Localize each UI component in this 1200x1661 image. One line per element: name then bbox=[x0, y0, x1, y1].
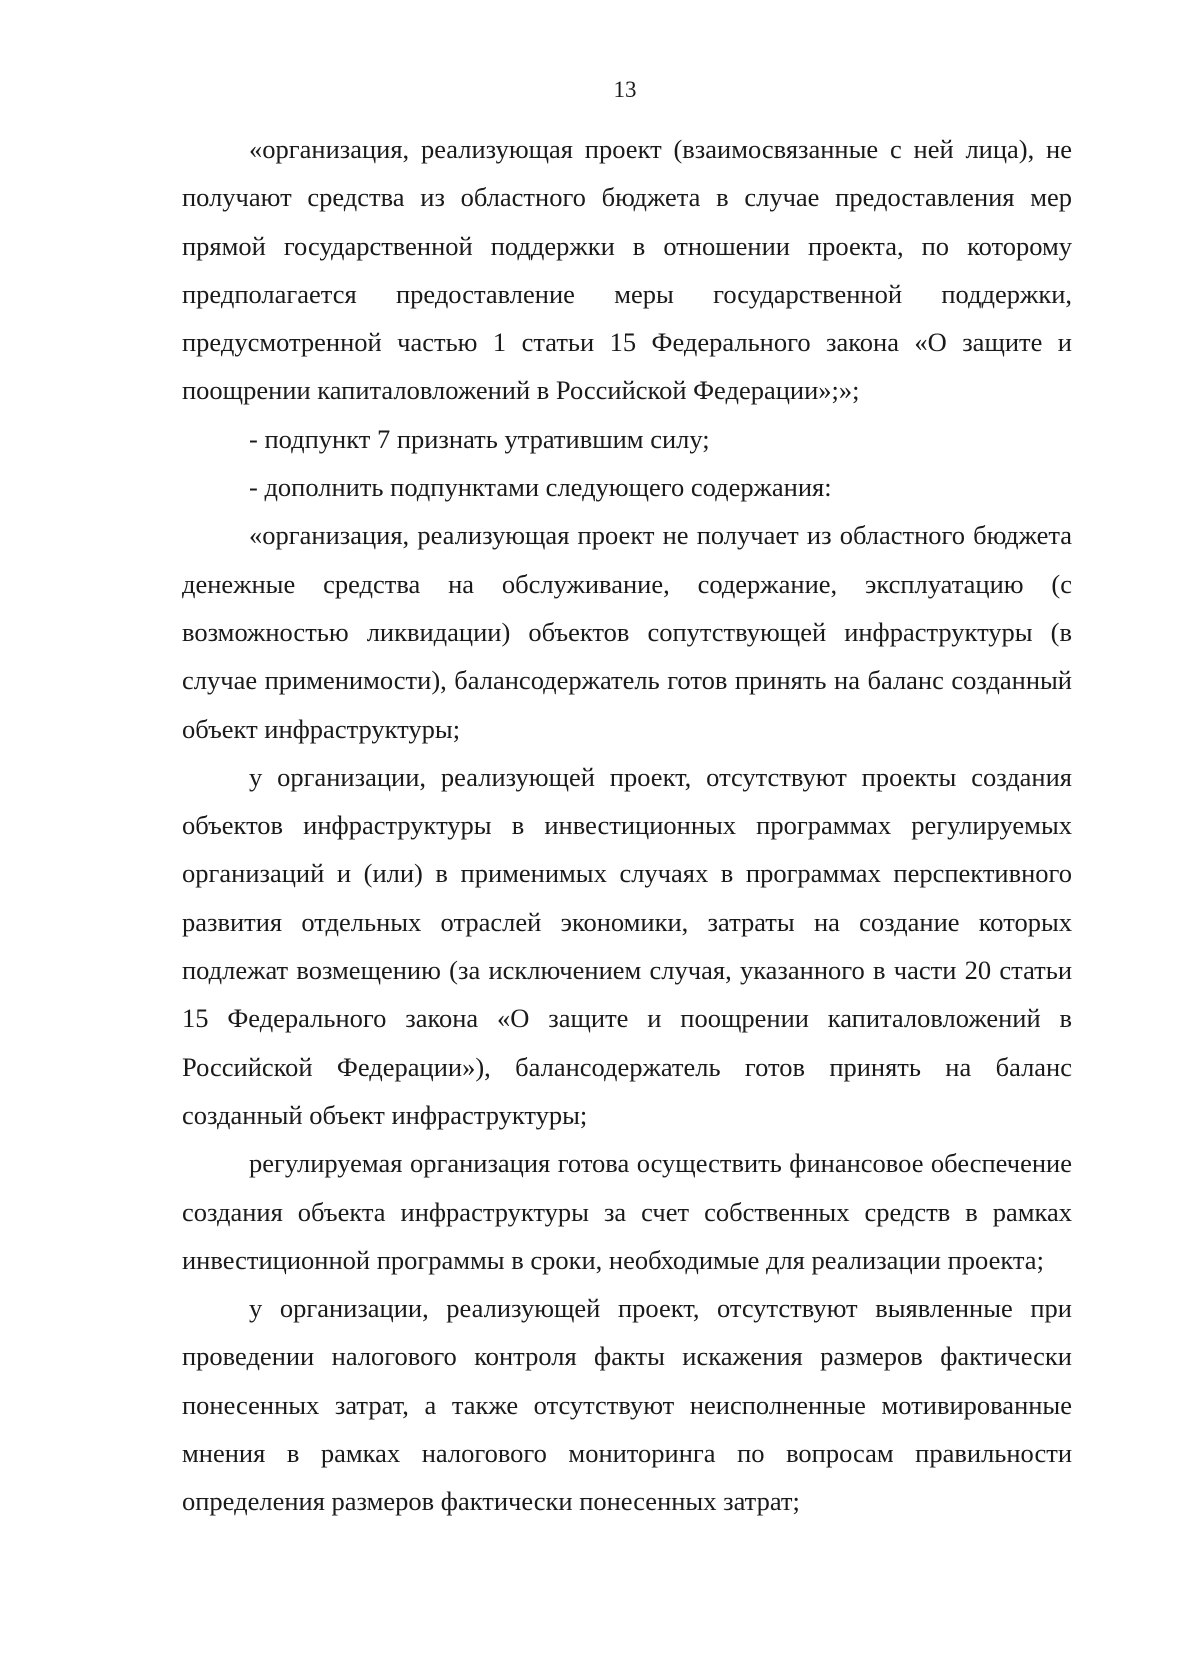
paragraph-1: «организация, реализующая проект (взаимосвязанные с ней лица), не получают средства из областного бюджета в случае предоставления мер прямой государственной поддержки в отношении проекта, по которому предполагается предоставление меры государственной поддержки, предусмотренной частью 1 статьи 15 Федерального закона «О защите и поощрении капиталовложений в Российской Федерации»;»; bbox=[182, 134, 1072, 406]
page-number: 13 bbox=[613, 77, 637, 102]
paragraph-2: - подпункт 7 признать утратившим силу; bbox=[249, 423, 710, 454]
paragraph-7: у организации, реализующей проект, отсутствуют выявленные при проведении налогового контроля факты искажения размеров фактически понесенных затрат, а также отсутствуют неисполненные мотивированные мнения в рамках налогового мониторинга по вопросам правильности определения размеров фактически понесенных затрат; bbox=[182, 1293, 1072, 1517]
document-body bbox=[182, 125, 1072, 1526]
paragraph-6: регулируемая организация готова осуществить финансовое обеспечение создания объекта инфраструктуры за счет собственных средств в рамках инвестиционной программы в сроки, необходимые для реализации проекта; bbox=[182, 1148, 1072, 1275]
paragraph-3: - дополнить подпунктами следующего содержания: bbox=[249, 472, 832, 503]
paragraph-5: у организации, реализующей проект, отсутствуют проекты создания объектов инфраструктуры в инвестиционных программах регулируемых организаций и (или) в применимых случаях в программах перспективного развития отдельных отраслей экономики, затраты на создание которых подлежат возмещению (за исключением случая, указанного в части 20 статьи 15 Федерального закона «О защите и поощрении капиталовложений в Российской Федерации»), балансодержатель готов принять на баланс созданный объект инфраструктуры; bbox=[182, 761, 1072, 1130]
paragraph-4: «организация, реализующая проект не получает из областного бюджета денежные средства на обслуживание, содержание, эксплуатацию (с возможностью ликвидации) объектов сопутствующей инфраструктуры (в случае применимости), балансодержатель готов принять на баланс созданный объект инфраструктуры; bbox=[182, 520, 1072, 744]
